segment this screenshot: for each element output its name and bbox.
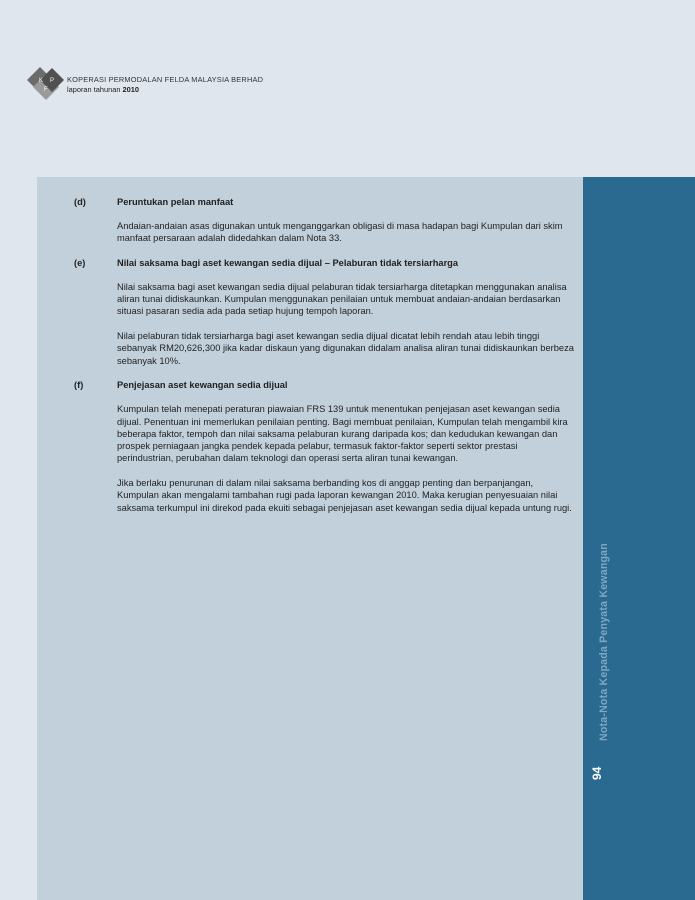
section-heading — [74, 196, 576, 208]
page-number: 94 — [590, 766, 604, 780]
section-d — [74, 196, 576, 245]
page-header — [26, 66, 326, 106]
report-year: 2010 — [122, 85, 139, 94]
section-label: (e) — [74, 257, 86, 268]
logo-letter-k: K — [39, 78, 44, 84]
sidebar-band — [583, 177, 695, 900]
paragraph: Andaian-andaian asas digunakan untuk menganggarkan obligasi di masa hadapan bagi Kumpulan dari skim manfaat persaraan adalah didedahkan dalam Nota 33. — [117, 221, 563, 244]
sidebar-title: Nota-Nota Kepada Penyata Kewangan — [598, 543, 610, 741]
paragraph: Nilai pelaburan tidak tersiarharga bagi aset kewangan sedia dijual dicatat lebih rendah atau lebih tinggi sebanyak RM20,626,300 jika kadar diskaun yang digunakan didalam analisa aliran tunai didiskaunkan berbeza sebanyak 10%. — [117, 331, 574, 366]
section-label: (f) — [74, 380, 84, 391]
section-title: Nilai saksama bagi aset kewangan sedia dijual – Pelaburan tidak tersiarharga — [117, 257, 459, 268]
section-f — [74, 379, 576, 514]
kpf-logo — [26, 66, 66, 102]
notes-content — [74, 196, 576, 526]
logo-letter-f: F — [44, 87, 48, 93]
section-label: (d) — [74, 197, 86, 207]
org-name: KOPERASI PERMODALAN FELDA MALAYSIA BERHAD — [67, 75, 264, 84]
paragraph: Kumpulan telah menepati peraturan piawaian FRS 139 untuk menentukan penjejasan aset kewangan sedia dijual. Penentuan ini memerlukan penilaian penting. Bagi membuat penilaian, Kumpulan telah mengambil kira beberapa faktor, tempoh dan nilai saksama pelaburan kurang daripada kos; dan kedudukan kewangan dan prospek perniagaan jangka pendek kepada pelabur, termasuk faktor-faktor seperti sektor prestasi perindustrian, perubahan dalam teknologi dan operasi serta aliran tunai kewangan. — [117, 404, 568, 464]
section-title: Penjejasan aset kewangan sedia dijual — [117, 380, 288, 391]
logo-letter-p: P — [50, 78, 55, 84]
paragraph: Nilai saksama bagi aset kewangan sedia dijual pelaburan tidak tersiarharga ditetapkan menggunakan analisa aliran tunai didiskaunkan. Kumpulan menggunakan penilaian untuk membuat andaian-andaian berdasarkan situasi pasaran sedia ada pada setiap hujung tempoh laporan. — [117, 281, 567, 317]
section-heading — [74, 379, 576, 391]
section-heading — [74, 257, 576, 269]
report-label: laporan tahunan — [67, 85, 121, 94]
report-title — [67, 85, 139, 94]
paragraph: Jika berlaku penurunan di dalam nilai saksama berbanding kos di anggap penting dan berpanjangan, Kumpulan akan mengalami tambahan rugi pada laporan kewangan 2010. Maka kerugian penyesuaian nilai saksama terkumpul ini direkod pada ekuiti sebagai penjejasan aset kewangan sedia dijual kepada untung rugi. — [117, 478, 572, 513]
section-e — [74, 257, 576, 367]
section-title: Peruntukan pelan manfaat — [117, 197, 234, 207]
